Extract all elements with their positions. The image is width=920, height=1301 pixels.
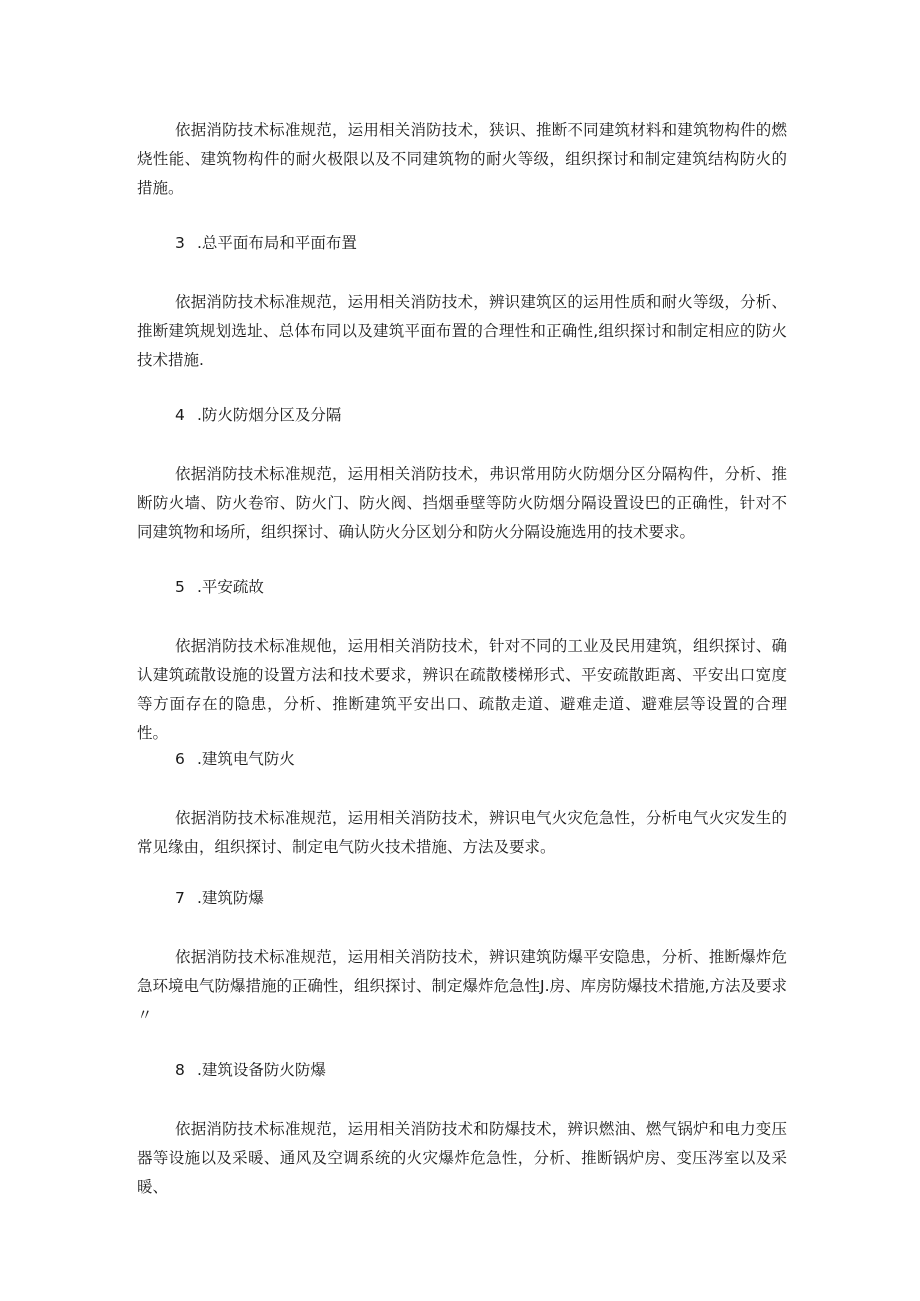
- heading-site-layout: [175, 233, 357, 253]
- heading-explosion-protection: [175, 888, 264, 908]
- paragraph-electrical-fire: 依据消防技术标准规范，运用相关消防技术，辨识电气火灾危急性，分析电气火灾发生的常见缘由，组织探讨、制定电气防火技术措施、方法及要求。: [137, 809, 787, 856]
- heading-title: .平安疏故: [197, 578, 264, 596]
- paragraph-fire-smoke-compartments: 依据消防技术标准规范，运用相关消防技术，弗识常用防火防烟分区分隔构件，分析、推断防火墙、防火卷帘、防火门、防火阀、挡烟垂壁等防火防烟分隔设置设巴的正确性，针对不同建筑物和场所，组织探讨、确认防火分区划分和防火分隔设施选用的技术要求。: [137, 465, 787, 541]
- heading-number: 4: [175, 406, 185, 424]
- heading-electrical-fire: [175, 749, 295, 769]
- paragraph-explosion-protection: 依据消防技术标准规范，运用相关消防技术，辨识建筑防爆平安隐患，分析、推断爆炸危急环境电气防爆措施的正确性，组织探讨、制定爆炸危急性J.房、库房防爆技术措施,方法及要求〃: [137, 948, 787, 1024]
- heading-title: .建筑防爆: [197, 889, 264, 907]
- heading-number: 7: [175, 889, 185, 907]
- paragraph-equipment-fire-explosion: 依据消防技术标准规范，运用相关消防技术和防爆技术，辨识燃油、燃气锅炉和电力变压器等设施以及采暖、通风及空调系统的火灾爆炸危急性，分析、推断锅炉房、变压涔室以及采暖、: [137, 1120, 787, 1196]
- heading-number: 5: [175, 578, 185, 596]
- paragraph-safe-evacuation: 依据消防技术标准规他，运用相关消防技术，针对不同的工业及民用建筑，组织探讨、确认建筑疏散设施的设置方法和技术要求，辨识在疏散楼梯形式、平安疏散距离、平安出口宽度等方面存在的隐患，分析、推断建筑平安出口、疏散走道、避难走道、避难层等设置的合理性。: [137, 637, 787, 742]
- heading-safe-evacuation: [175, 577, 264, 597]
- heading-title: .建筑电气防火: [197, 750, 295, 768]
- heading-number: 8: [175, 1061, 185, 1079]
- paragraph-structure-fire-protection: 依据消防技术标准规范，运用相关消防技术，狭识、推断不同建筑材料和建筑物构件的燃烧性能、建筑物构件的耐火极限以及不同建筑物的耐火等级，组织探讨和制定建筑结构防火的措施。: [137, 121, 787, 197]
- heading-fire-smoke-compartments: [175, 405, 341, 425]
- heading-title: .防火防烟分区及分隔: [197, 406, 342, 424]
- paragraph-site-layout: 依据消防技术标准规范，运用相关消防技术，辨识建筑区的运用性质和耐火等级，分析、推断建筑规划选址、总体布同以及建筑平面布置的合理性和正确性,组织探讨和制定相应的防火技术措施.: [137, 293, 787, 369]
- heading-title: .建筑设备防火防爆: [197, 1061, 326, 1079]
- heading-equipment-fire-explosion: [175, 1060, 326, 1080]
- heading-title: .总平面布局和平面布置: [197, 234, 357, 252]
- heading-number: 3: [175, 234, 185, 252]
- heading-number: 6: [175, 750, 185, 768]
